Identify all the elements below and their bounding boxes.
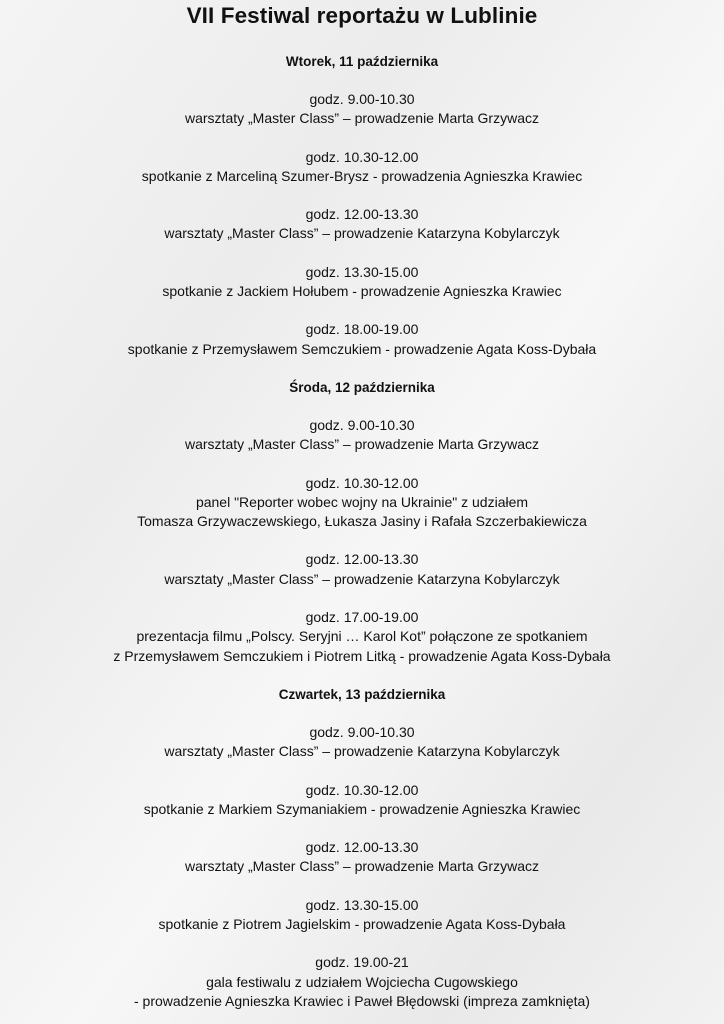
event-time: godz. 18.00-19.00 [305, 321, 419, 338]
event-time: godz. 10.30-12.00 [305, 148, 419, 165]
event-description: spotkanie z Jackiem Hołubem - prowadzenie Agnieszka Krawiec [162, 283, 562, 300]
event-description: Tomasza Grzywaczewskiego, Łukasza Jasiny i Rafała Szczerbakiewicza [137, 513, 587, 530]
event-item [0, 320, 724, 359]
event-time: godz. 12.00-13.30 [305, 839, 419, 856]
event-item [0, 416, 724, 455]
event-time: godz. 13.30-15.00 [305, 896, 419, 913]
event-description: warsztaty „Master Class” – prowadzenie Marta Grzywacz [185, 110, 539, 127]
event-description: warsztaty „Master Class” – prowadzenie Marta Grzywacz [185, 858, 539, 875]
day-heading: Wtorek, 11 października [285, 54, 439, 69]
event-description: warsztaty „Master Class” – prowadzenie Marta Grzywacz [185, 436, 539, 453]
event-item [0, 205, 724, 244]
event-description: warsztaty „Master Class” – prowadzenie Katarzyna Kobylarczyk [164, 743, 560, 760]
event-item [0, 263, 724, 302]
event-item [0, 148, 724, 187]
event-description: spotkanie z Przemysławem Semczukiem - prowadzenie Agata Koss-Dybała [127, 340, 597, 357]
day-section-thursday [0, 685, 724, 1011]
event-description: z Przemysławem Semczukiem i Piotrem Litką - prowadzenie Agata Koss-Dybała [113, 647, 611, 664]
event-description: gala festiwalu z udziałem Wojciecha Cugowskiego [206, 973, 518, 990]
event-item [0, 781, 724, 820]
event-time: godz. 10.30-12.00 [305, 781, 419, 798]
event-description: spotkanie z Piotrem Jagielskim - prowadzenie Agata Koss-Dybała [158, 916, 566, 933]
event-description: - prowadzenie Agnieszka Krawiec i Paweł Błędowski (impreza zamknięta) [134, 992, 590, 1009]
day-section-tuesday [0, 52, 724, 359]
event-item [0, 608, 724, 666]
event-time: godz. 19.00-21 [315, 954, 409, 971]
event-time: godz. 12.00-13.30 [305, 551, 419, 568]
day-heading: Środa, 12 października [289, 379, 435, 395]
event-item [0, 896, 724, 935]
event-item [0, 550, 724, 589]
event-description: warsztaty „Master Class” – prowadzenie Katarzyna Kobylarczyk [164, 570, 560, 587]
day-heading: Czwartek, 13 października [278, 686, 446, 702]
event-description: panel "Reporter wobec wojny na Ukrainie" z udziałem [195, 493, 529, 510]
event-time: godz. 13.30-15.00 [305, 263, 419, 280]
event-item [0, 723, 724, 762]
event-time: godz. 9.00-10.30 [309, 416, 415, 433]
event-description: warsztaty „Master Class” – prowadzenie Katarzyna Kobylarczyk [164, 225, 560, 242]
event-time: godz. 17.00-19.00 [305, 609, 419, 626]
event-time: godz. 12.00-13.30 [305, 206, 419, 223]
event-description: prezentacja filmu „Polscy. Seryjni … Karol Kot” połączone ze spotkaniem [136, 628, 588, 645]
event-description: spotkanie z Markiem Szymaniakiem - prowadzenie Agnieszka Krawiec [143, 800, 581, 817]
event-time: godz. 9.00-10.30 [309, 91, 415, 107]
event-item [0, 474, 724, 532]
event-item [0, 838, 724, 877]
event-item [0, 90, 724, 129]
event-item [0, 953, 724, 1011]
page-title: VII Festiwal reportażu w Lublinie [186, 3, 538, 28]
day-section-wednesday [0, 378, 724, 666]
event-description: spotkanie z Marceliną Szumer-Brysz - prowadzenia Agnieszka Krawiec [141, 167, 583, 184]
event-time: godz. 9.00-10.30 [309, 723, 415, 740]
event-time: godz. 10.30-12.00 [305, 474, 419, 491]
